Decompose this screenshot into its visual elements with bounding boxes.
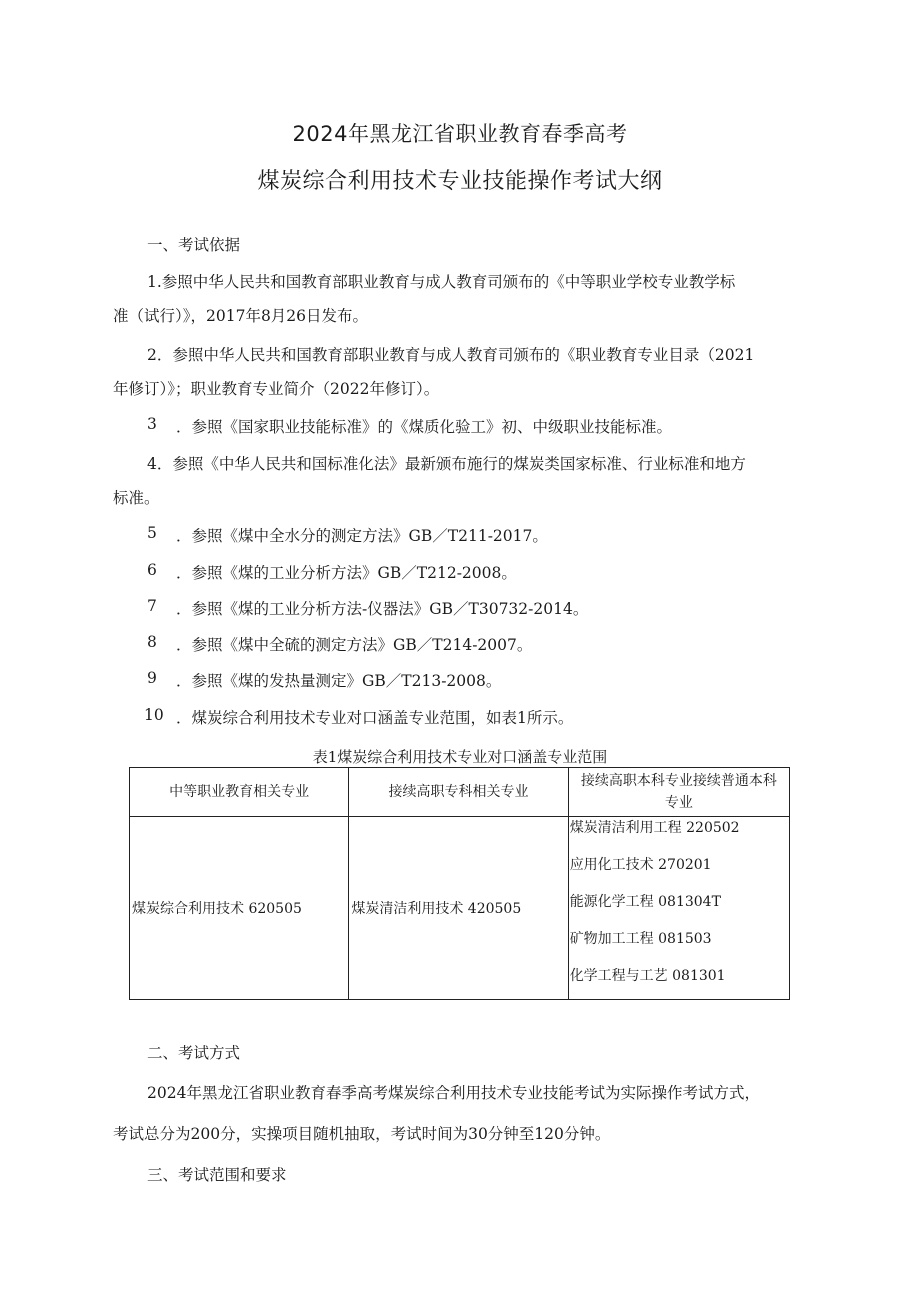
basis-item-2-line2: 年修订）》；职业教育专业简介（2022年修订）。 <box>113 380 440 398</box>
cell-bachelor <box>568 817 789 1000</box>
header-bachelor-line1: 接续高职本科专业接续普通本科 <box>580 773 777 789</box>
basis-item-7-text: ．参照《煤的工业分析方法-仪器法》GB／T30732-2014。 <box>176 600 589 618</box>
table-row <box>130 817 790 1000</box>
list-item: 应用化工技术 270201 <box>569 857 712 873</box>
document-title-line1: 2024年黑龙江省职业教育春季高考 <box>292 122 628 146</box>
basis-item-3-number: 3 <box>147 415 157 433</box>
header-higher-vocational: 接续高职专科相关专业 <box>349 768 568 817</box>
cell-higher-vocational <box>349 817 568 1000</box>
section2-body-line2: 考试总分为200分，实操项目随机抽取，考试时间为30分钟至120分钟。 <box>113 1125 611 1143</box>
section2-body-line1: 2024年黑龙江省职业教育春季高考煤炭综合利用技术专业技能考试为实际操作考试方式， <box>147 1084 760 1102</box>
basis-item-5-number: 5 <box>147 524 157 542</box>
major-scope-table <box>129 767 790 1000</box>
basis-item-1-line2: 准（试行）》，2017年8月26日发布。 <box>113 307 369 325</box>
basis-item-6-text: ．参照《煤的工业分析方法》GB／T212-2008。 <box>176 564 517 582</box>
basis-item-6-number: 6 <box>147 561 157 579</box>
basis-item-2-line1: 2．参照中华人民共和国教育部职业教育与成人教育司颁布的《职业教育专业目录（2021 <box>147 346 755 364</box>
basis-item-10-text: ．煤炭综合利用技术专业对口涵盖专业范围，如表1所示。 <box>176 709 574 727</box>
basis-item-3-text: ．参照《国家职业技能标准》的《煤质化验工》初、中级职业技能标准。 <box>176 418 673 436</box>
bachelor-major-list <box>569 817 789 995</box>
basis-item-8-number: 8 <box>147 633 157 651</box>
header-bachelor <box>568 768 789 817</box>
document-title-line2: 煤炭综合利用技术专业技能操作考试大纲 <box>257 169 663 194</box>
table-header-row <box>130 768 790 817</box>
table-caption: 表1煤炭综合利用技术专业对口涵盖专业范围 <box>312 748 608 766</box>
header-bachelor-line2: 专业 <box>664 795 693 811</box>
basis-item-9-number: 9 <box>147 669 157 687</box>
basis-item-4-line1: 4．参照《中华人民共和国标准化法》最新颁布施行的煤炭类国家标准、行业标准和地方 <box>147 455 746 473</box>
list-item: 煤炭清洁利用工程 220502 <box>569 820 740 836</box>
list-item: 化学工程与工艺 081301 <box>569 968 726 984</box>
secondary-major: 煤炭综合利用技术 620505 <box>132 901 302 917</box>
list-item: 矿物加工工程 081503 <box>569 931 712 947</box>
basis-item-4-line2: 标准。 <box>113 489 160 507</box>
basis-item-5-text: ．参照《煤中全水分的测定方法》GB／T211-2017。 <box>176 527 548 545</box>
basis-item-1-line1: 1.参照中华人民共和国教育部职业教育与成人教育司颁布的《中等职业学校专业教学标 <box>147 273 736 291</box>
header-secondary: 中等职业教育相关专业 <box>130 768 349 817</box>
basis-item-8-text: ．参照《煤中全硫的测定方法》GB／T214-2007。 <box>176 636 533 654</box>
basis-item-7-number: 7 <box>147 597 157 615</box>
basis-item-9-text: ．参照《煤的发热量测定》GB／T213-2008。 <box>176 672 502 690</box>
section1-heading: 一、考试依据 <box>147 236 241 254</box>
higher-vocational-major: 煤炭清洁利用技术 420505 <box>351 901 522 917</box>
basis-item-10-number: 10 <box>144 706 164 724</box>
section2-heading: 二、考试方式 <box>147 1044 241 1062</box>
section3-heading: 三、考试范围和要求 <box>147 1166 287 1184</box>
list-item: 能源化学工程 081304T <box>569 894 721 910</box>
cell-secondary <box>130 817 349 1000</box>
